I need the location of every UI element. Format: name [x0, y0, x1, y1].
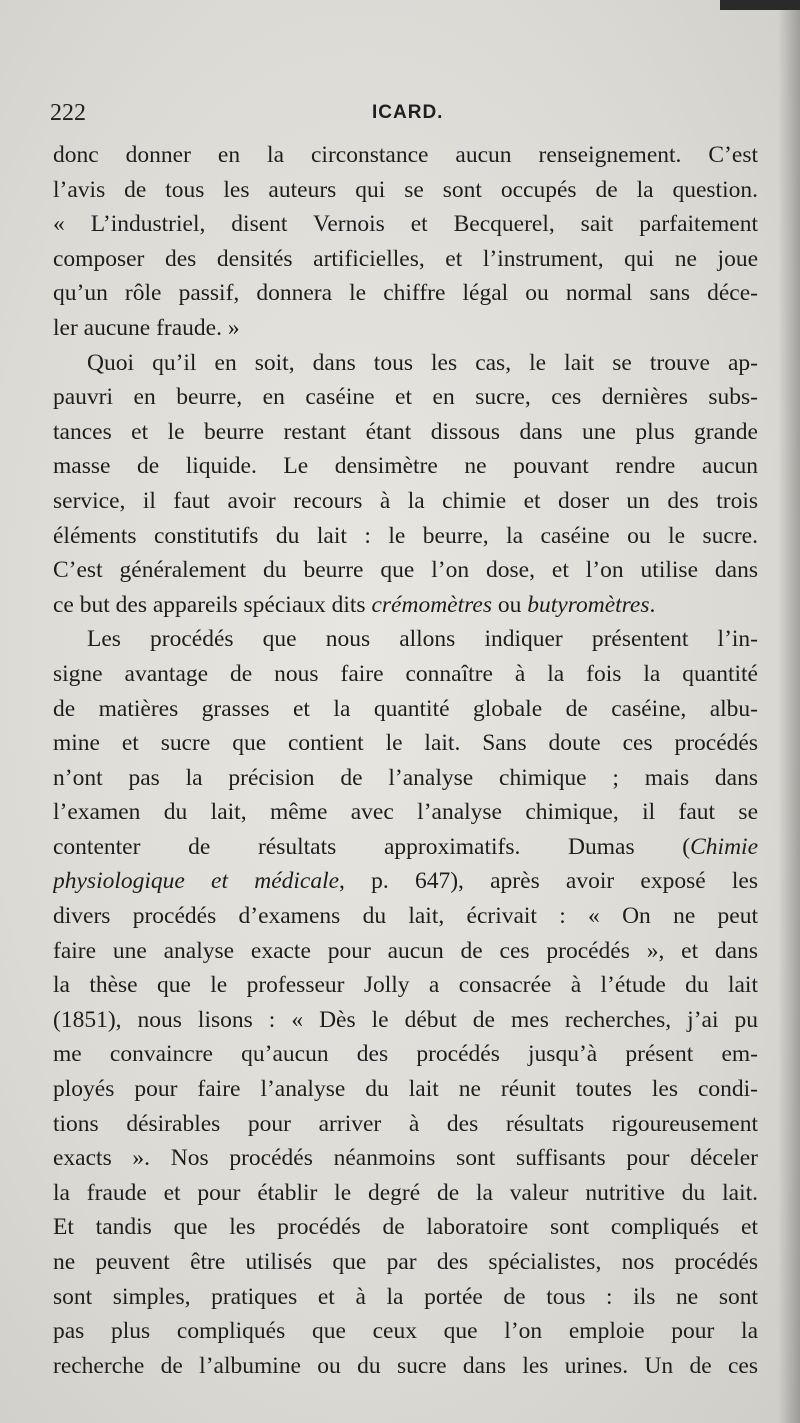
italic-term: crémomètres [371, 591, 492, 618]
text-line: faire une analyse exacte pour aucun de ces procédés », et dans [53, 937, 758, 964]
text-line: Quoi qu’il en soit, dans tous les cas, le lait se trouve ap- [87, 349, 758, 376]
text-line: l’examen du lait, même avec l’analyse chimique, il faut se [53, 799, 758, 826]
text-line: n’ont pas la précision de l’analyse chimique ; mais dans [53, 764, 758, 791]
text-line: tions désirables pour arriver à des résultats rigoureusement [53, 1110, 758, 1137]
page-header [50, 100, 770, 130]
text-line: me convaincre qu’aucun des procédés jusqu’à présent em- [53, 1041, 758, 1068]
text-line: pas plus compliqués que ceux que l’on emploie pour la [53, 1318, 758, 1345]
text-line: ler aucune fraude. » [53, 314, 240, 341]
text-line: Et tandis que les procédés de laboratoire sont compliqués et [53, 1214, 758, 1241]
text-line: masse de liquide. Le densimètre ne pouvant rendre aucun [53, 453, 758, 480]
text-line: contenter de résultats approximatifs. Dumas (Chimie [53, 833, 758, 860]
text-line: exacts ». Nos procédés néanmoins sont suffisants pour déceler [53, 1145, 758, 1172]
text-line: de matières grasses et la quantité globale de caséine, albu- [53, 695, 758, 722]
text-line: mine et sucre que contient le lait. Sans doute ces procédés [53, 730, 758, 757]
text-line: ployés pour faire l’analyse du lait ne réunit toutes les condi- [53, 1076, 758, 1103]
text-line: signe avantage de nous faire connaître à la fois la quantité [53, 660, 758, 687]
text-line: qu’un rôle passif, donnera le chiffre légal ou normal sans déce- [53, 280, 758, 307]
text-line: recherche de l’albumine ou du sucre dans les urines. Un de ces [53, 1352, 758, 1379]
text-line: tances et le beurre restant étant dissous dans une plus grande [53, 418, 758, 445]
italic-term: butyromètres [527, 591, 650, 618]
text-line: sont simples, pratiques et à la portée de tous : ils ne sont [53, 1283, 758, 1310]
text-line: l’avis de tous les auteurs qui se sont occupés de la question. [53, 176, 758, 203]
text-line: ce but des appareils spéciaux dits crémomètres ou butyromètres. [53, 591, 656, 618]
text-line: donc donner en la circonstance aucun renseignement. C’est [53, 142, 758, 168]
text-line: pauvri en beurre, en caséine et en sucre, ces dernières subs- [53, 384, 758, 411]
text-line: (1851), nous lisons : « Dès le début de mes recherches, j’ai pu [53, 1006, 758, 1033]
body-text [53, 138, 758, 1383]
text-line: « L’industriel, disent Vernois et Becquerel, sait parfaitement [53, 211, 758, 238]
italic-citation: Chimie [690, 833, 758, 860]
text-line: divers procédés d’examens du lait, écrivait : « On ne peut [53, 903, 758, 930]
text-line: Les procédés que nous allons indiquer présentent l’in- [87, 626, 758, 653]
text-line: composer des densités artificielles, et l’instrument, qui ne joue [53, 245, 758, 272]
text-line: la thèse que le professeur Jolly a consacrée à l’étude du lait [53, 972, 758, 999]
text-line: service, il faut avoir recours à la chimie et doser un des trois [53, 487, 758, 514]
page-corner-dark [720, 0, 800, 10]
text-line: physiologique et médicale, p. 647), après avoir exposé les [53, 868, 758, 895]
page-edge-shadow [778, 0, 800, 1423]
text-line: C’est généralement du beurre que l’on dose, et l’on utilise dans [53, 557, 758, 584]
text-line: la fraude et pour établir le degré de la valeur nutritive du lait. [53, 1179, 758, 1206]
page-number: 222 [50, 100, 86, 126]
text-line: ne peuvent être utilisés que par des spécialistes, nos procédés [53, 1249, 758, 1275]
text-line: éléments constitutifs du lait : le beurre, la caséine ou le sucre. [53, 522, 758, 549]
running-head: ICARD. [372, 102, 444, 123]
italic-citation: physiologique et médicale [53, 868, 340, 895]
